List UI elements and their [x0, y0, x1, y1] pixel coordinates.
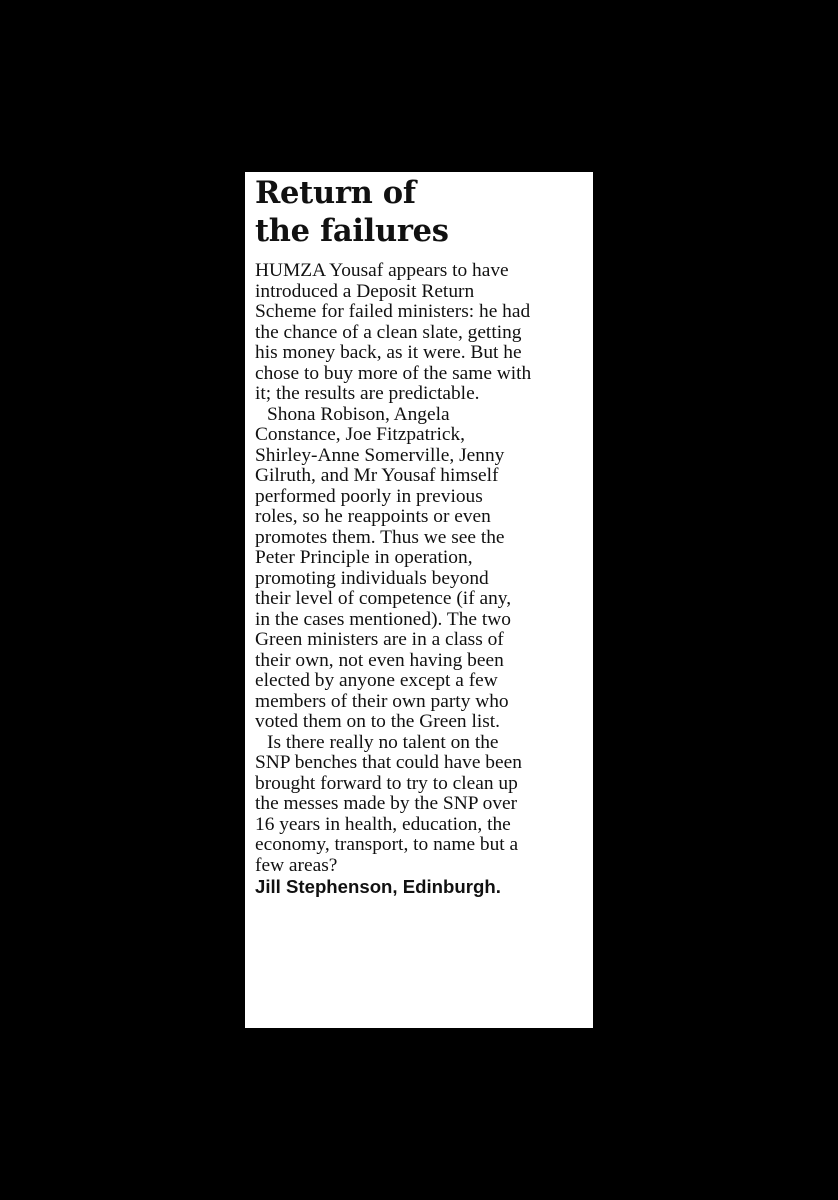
- text-line: promoting individuals beyond: [255, 567, 489, 589]
- text-line: brought forward to try to clean up: [255, 772, 518, 794]
- text-line: their level of competence (if any,: [255, 588, 512, 609]
- text-line: it; the results are predictable.: [255, 383, 480, 404]
- text-line: elected by anyone except a few: [255, 670, 498, 691]
- text-line: Constance, Joe Fitzpatrick,: [255, 424, 466, 445]
- text-line: in the cases mentioned). The two: [255, 608, 511, 630]
- paragraph-2: [255, 405, 583, 733]
- text-line: Gilruth, and Mr Yousaf himself: [255, 465, 499, 486]
- text-line: few areas?: [255, 854, 338, 876]
- text-line: SNP benches that could have been: [255, 752, 522, 773]
- text-line: chose to buy more of the same with: [255, 362, 532, 384]
- text-line: introduced a Deposit Return: [255, 280, 475, 302]
- text-line: voted them on to the Green list.: [255, 711, 501, 732]
- text-line: Shirley-Anne Somerville, Jenny: [255, 444, 505, 466]
- letter-clipping: [245, 172, 593, 1028]
- text-line: economy, transport, to name but a: [255, 834, 519, 855]
- text-line: performed poorly in previous: [255, 485, 483, 507]
- headline: [255, 174, 583, 250]
- text-line: Is there really no talent on the: [267, 731, 499, 753]
- headline-line: Return of: [255, 175, 416, 211]
- text-line: Peter Principle in operation,: [255, 547, 473, 568]
- text-line: Scheme for failed ministers: he had: [255, 301, 531, 322]
- signoff: Jill Stephenson, Edinburgh.: [255, 876, 501, 897]
- text-line: HUMZA Yousaf appears to have: [255, 260, 509, 281]
- text-line: promotes them. Thus we see the: [255, 526, 505, 548]
- paragraph-3: [255, 733, 583, 877]
- text-line: their own, not even having been: [255, 649, 504, 671]
- text-line: Shona Robison, Angela: [267, 403, 450, 425]
- headline-line: the failures: [255, 213, 449, 249]
- text-line: his money back, as it were. But he: [255, 342, 522, 363]
- text-line: Green ministers are in a class of: [255, 629, 504, 650]
- text-line: roles, so he reappoints or even: [255, 506, 491, 527]
- text-line: the messes made by the SNP over: [255, 793, 518, 814]
- text-line: members of their own party who: [255, 690, 509, 712]
- text-line: 16 years in health, education, the: [255, 813, 511, 835]
- text-line: the chance of a clean slate, getting: [255, 321, 522, 343]
- paragraph-1: [255, 261, 583, 405]
